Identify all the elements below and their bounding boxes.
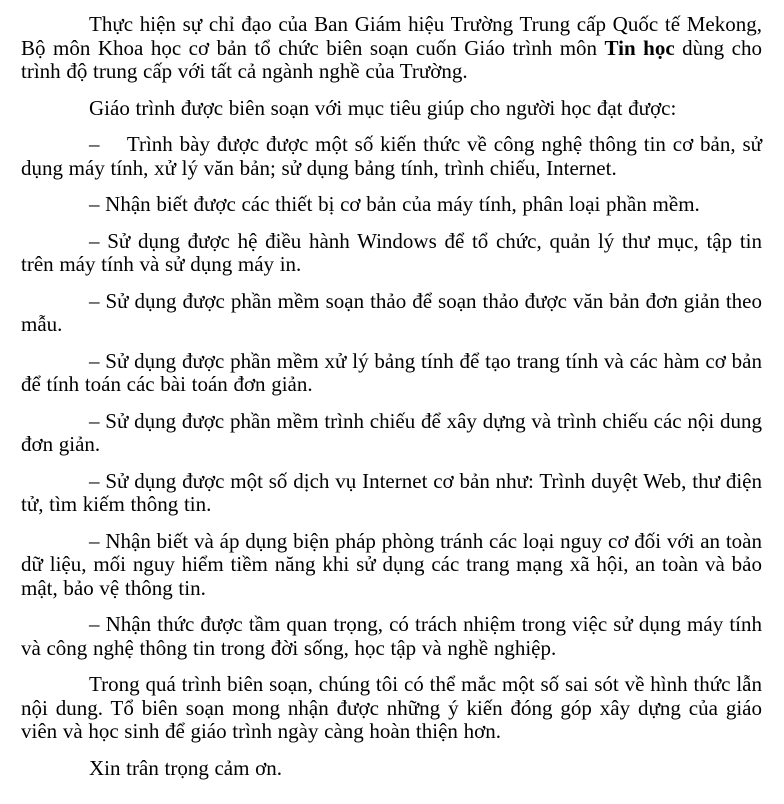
objective-item-3: – Sử dụng được hệ điều hành Windows để tổ chức, quản lý thư mục, tập tin trên máy tính và sử dụng máy in.	[21, 228, 762, 276]
intro-text-post: dùng cho trình độ trung cấp với tất cả ngành nghề của Trường.	[21, 35, 762, 83]
objective-item-5: – Sử dụng được phần mềm xử lý bảng tính để tạo trang tính và các hàm cơ bản để tính toán các bài toán đơn giản.	[21, 348, 762, 396]
objective-item-2: – Nhận biết được các thiết bị cơ bản của máy tính, phân loại phần mềm.	[89, 192, 700, 216]
objectives-lead-paragraph: Giáo trình được biên soạn với mục tiêu giúp cho người học đạt được:	[89, 95, 677, 120]
course-name-bold: Tin học	[604, 35, 675, 60]
objective-item-6: – Sử dụng được phần mềm trình chiếu để xây dựng và trình chiếu các nội dung đơn giản.	[21, 408, 762, 456]
objective-item-1: – Trình bày được được một số kiến thức về công nghệ thông tin cơ bản, sử dụng máy tính, xử lý văn bản; sử dụng bảng tính, trình chiếu, Internet.	[21, 132, 762, 180]
intro-paragraph	[21, 13, 762, 84]
objective-item-7: – Sử dụng được một số dịch vụ Internet cơ bản như: Trình duyệt Web, thư điện tử, tìm kiếm thông tin.	[21, 468, 762, 516]
closing-paragraph: Trong quá trình biên soạn, chúng tôi có thể mắc một số sai sót về hình thức lẫn nội dung. Tổ biên soạn mong nhận được những ý kiến đóng góp xây dựng của giáo viên và học sinh để giáo trình ngày càng hoàn thiện hơn.	[21, 672, 762, 743]
intro-text-pre: Thực hiện sự chỉ đạo của Ban Giám hiệu Trường Trung cấp Quốc tế Mekong, Bộ môn Khoa học cơ bản tổ chức biên soạn cuốn Giáo trình môn	[21, 12, 762, 60]
objective-item-8: – Nhận biết và áp dụng biện pháp phòng tránh các loại nguy cơ đối với an toàn dữ liệu, mối nguy hiểm tiềm năng khi sử dụng các trang mạng xã hội, an toàn và bảo mật, bảo vệ thông tin.	[21, 528, 762, 600]
objective-item-9: – Nhận thức được tầm quan trọng, có trách nhiệm trong việc sử dụng máy tính và công nghệ thông tin trong đời sống, học tập và nghề nghiệp.	[21, 612, 762, 660]
objective-item-4: – Sử dụng được phần mềm soạn thảo để soạn thảo được văn bản đơn giản theo mẫu.	[21, 288, 762, 336]
thanks-line: Xin trân trọng cảm ơn.	[89, 755, 282, 780]
